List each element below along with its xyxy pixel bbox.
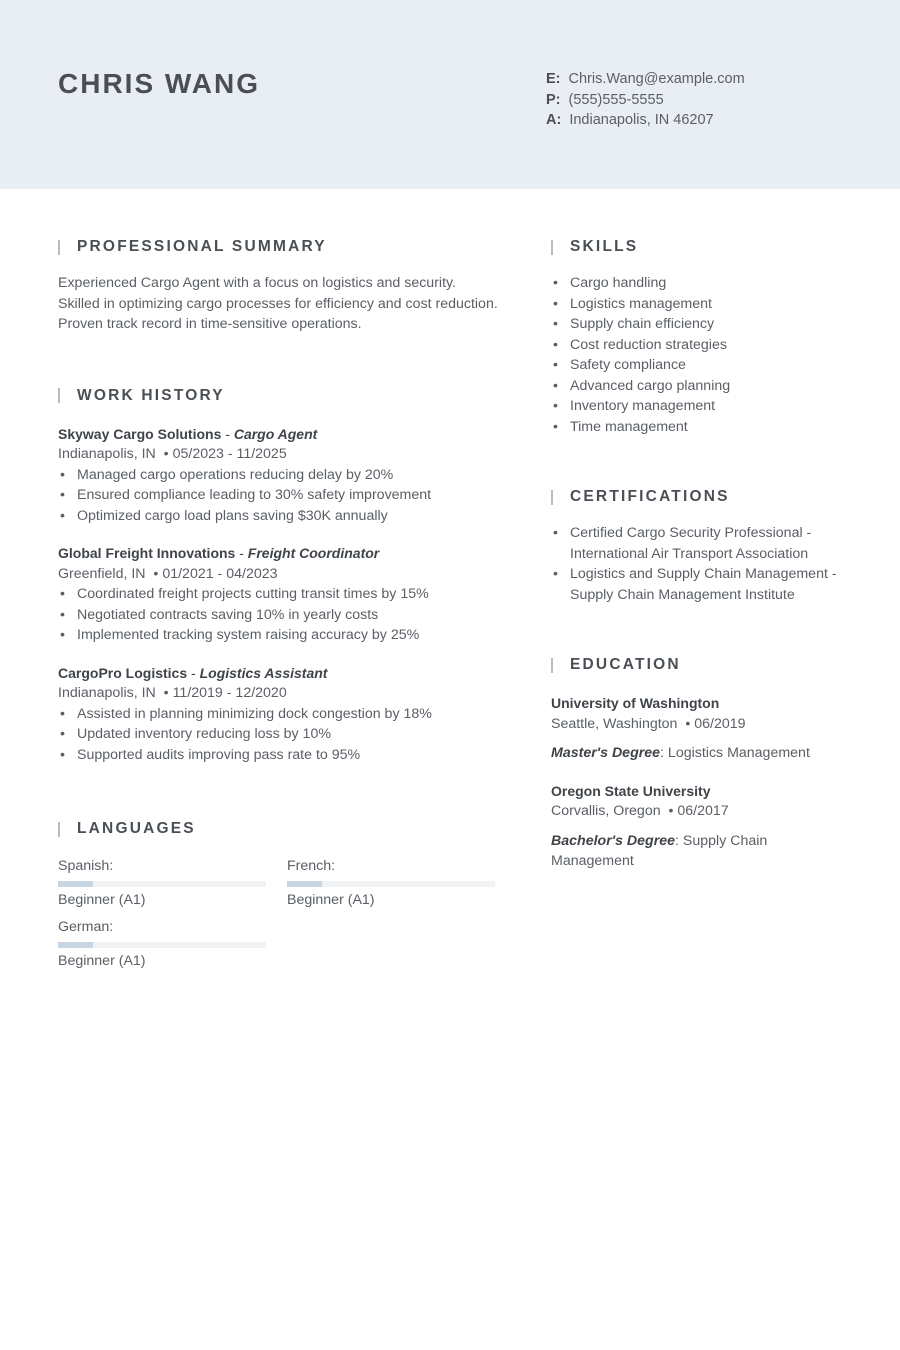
education-school: University of Washington — [551, 695, 720, 711]
job-dates: 05/2023 - 11/2025 — [172, 446, 287, 462]
job-separator: - — [221, 425, 234, 442]
job-dates: 11/2019 - 12/2020 — [172, 685, 287, 701]
resume-header — [0, 0, 900, 189]
language-proficiency-fill — [58, 881, 93, 887]
job-heading — [58, 543, 498, 564]
language-proficiency-bar — [287, 881, 495, 887]
contact-address-row — [546, 110, 745, 131]
candidate-name: CHRIS WANG — [58, 68, 260, 99]
job-meta: Indianapolis, IN • 11/2019 - 12/2020 — [58, 685, 287, 701]
contact-phone[interactable]: (555)555-5555 — [568, 91, 664, 108]
section-divider-bar — [551, 658, 553, 673]
job-company: CargoPro Logistics — [58, 664, 188, 681]
section-divider-bar — [58, 388, 60, 403]
work-history-section — [58, 387, 498, 766]
job-heading — [58, 663, 498, 684]
education-location: Seattle, Washington — [551, 715, 678, 732]
right-column — [551, 238, 851, 872]
education-title: EDUCATION — [570, 656, 681, 673]
language-proficiency-fill — [287, 881, 322, 887]
job-meta: Greenfield, IN • 01/2021 - 04/2023 — [58, 565, 278, 582]
job-company: Skyway Cargo Solutions — [58, 425, 222, 442]
education-location: Corvallis, Oregon — [551, 803, 661, 819]
language-list — [58, 856, 498, 976]
contact-phone-row — [546, 90, 745, 111]
skill-item: • Advanced cargo planning — [551, 376, 851, 397]
job-location: Indianapolis, IN — [58, 446, 156, 462]
education-entry — [551, 693, 851, 764]
contact-address: Indianapolis, IN 46207 — [569, 112, 714, 128]
job-bullet: • Negotiated contracts saving 10% in yearly costs — [58, 605, 498, 626]
job-bullet: • Assisted in planning minimizing dock congestion by 18% — [58, 704, 498, 725]
summary-heading — [58, 238, 498, 256]
language-item — [58, 856, 266, 910]
skills-heading — [551, 238, 851, 256]
skill-item: • Safety compliance — [551, 355, 851, 376]
contact-phone-key: P: — [546, 91, 561, 108]
contact-email-key: E: — [546, 71, 561, 87]
contact-email[interactable]: Chris.Wang@example.com — [568, 71, 745, 87]
work-history-heading — [58, 387, 498, 405]
language-level: Beginner (A1) — [58, 953, 146, 969]
job-bullet: • Supported audits improving pass rate to 95% — [58, 745, 498, 766]
education-degree-line — [551, 743, 851, 764]
contact-address-key: A: — [546, 112, 562, 128]
skill-item: • Time management — [551, 417, 851, 438]
job-entry — [58, 424, 498, 527]
job-bullet: • Ensured compliance leading to 30% safety improvement — [58, 485, 498, 506]
section-divider-bar — [58, 240, 60, 255]
summary-section — [58, 238, 498, 335]
summary-text: Experienced Cargo Agent with a focus on logistics and security. Skilled in optimizing cargo processes for efficiency and cost reduction. Proven track record in time-sensitive operations. — [58, 275, 498, 332]
language-proficiency-bar — [58, 881, 266, 887]
skill-item: • Supply chain efficiency — [551, 314, 851, 335]
job-separator: - — [235, 545, 248, 561]
job-bullet-list — [58, 465, 498, 527]
job-bullet: • Implemented tracking system raising accuracy by 25% — [58, 625, 498, 646]
job-role: Freight Coordinator — [247, 545, 380, 561]
job-location: Indianapolis, IN — [58, 685, 156, 701]
language-name: French: — [287, 858, 336, 874]
skill-item: • Cargo handling — [551, 273, 851, 294]
education-entry — [551, 781, 851, 872]
certifications-heading — [551, 488, 851, 506]
education-degree-line — [551, 831, 851, 872]
education-field: : Supply Chain Management — [551, 832, 768, 869]
section-divider-bar — [58, 822, 60, 837]
language-level: Beginner (A1) — [287, 892, 375, 908]
languages-section — [58, 820, 498, 976]
language-name: Spanish: — [58, 858, 114, 874]
language-level: Beginner (A1) — [58, 892, 146, 908]
skills-list — [551, 273, 851, 437]
language-item — [287, 856, 495, 910]
job-bullet: • Optimized cargo load plans saving $30K annually — [58, 506, 498, 527]
education-meta: Corvallis, Oregon • 06/2017 — [551, 803, 729, 819]
job-dates: 01/2021 - 04/2023 — [162, 565, 278, 582]
contact-email-row — [546, 69, 745, 90]
education-meta: Seattle, Washington • 06/2019 — [551, 715, 746, 732]
job-role: Logistics Assistant — [199, 664, 328, 681]
job-bullet: • Updated inventory reducing loss by 10% — [58, 724, 498, 745]
job-bullet: • Managed cargo operations reducing delay by 20% — [58, 465, 498, 486]
job-company: Global Freight Innovations — [58, 545, 236, 561]
job-role: Cargo Agent — [233, 425, 318, 442]
job-location: Greenfield, IN — [58, 565, 146, 582]
skills-section — [551, 238, 851, 437]
job-bullet-list — [58, 584, 498, 646]
certification-item: • Certified Cargo Security Professional - International Air Transport Association — [551, 523, 851, 564]
job-separator: - — [187, 664, 200, 681]
section-divider-bar — [551, 490, 553, 505]
job-bullet: • Coordinated freight projects cutting transit times by 15% — [58, 584, 498, 605]
job-bullet-list — [58, 704, 498, 766]
language-proficiency-bar — [58, 942, 266, 948]
language-proficiency-fill — [58, 942, 93, 948]
summary-title: PROFESSIONAL SUMMARY — [77, 238, 327, 255]
languages-title: LANGUAGES — [77, 820, 196, 837]
education-field: : Logistics Management — [660, 745, 810, 761]
left-column — [58, 238, 498, 976]
work-history-title: WORK HISTORY — [77, 386, 225, 404]
education-degree: Master's Degree — [551, 745, 661, 761]
skill-item: • Inventory management — [551, 396, 851, 417]
language-name: German: — [58, 919, 114, 935]
section-divider-bar — [551, 240, 553, 255]
certifications-title: CERTIFICATIONS — [570, 488, 730, 505]
certifications-list — [551, 523, 851, 605]
certification-item: • Logistics and Supply Chain Management - Supply Chain Management Institute — [551, 564, 851, 605]
education-date: 06/2017 — [677, 803, 729, 819]
education-degree: Bachelor's Degree — [551, 832, 676, 849]
certifications-section — [551, 488, 851, 605]
education-section — [551, 656, 851, 872]
skill-item: • Cost reduction strategies — [551, 335, 851, 356]
language-item — [58, 917, 266, 971]
job-entry — [58, 543, 498, 646]
skill-item: • Logistics management — [551, 294, 851, 315]
education-school: Oregon State University — [551, 782, 711, 799]
skills-title: SKILLS — [570, 238, 639, 255]
job-entry — [58, 663, 498, 766]
education-date: 06/2019 — [694, 715, 746, 732]
contact-block — [546, 69, 745, 131]
education-heading — [551, 656, 851, 674]
job-heading — [58, 424, 498, 445]
job-meta: Indianapolis, IN • 05/2023 - 11/2025 — [58, 446, 287, 462]
languages-heading — [58, 820, 498, 838]
